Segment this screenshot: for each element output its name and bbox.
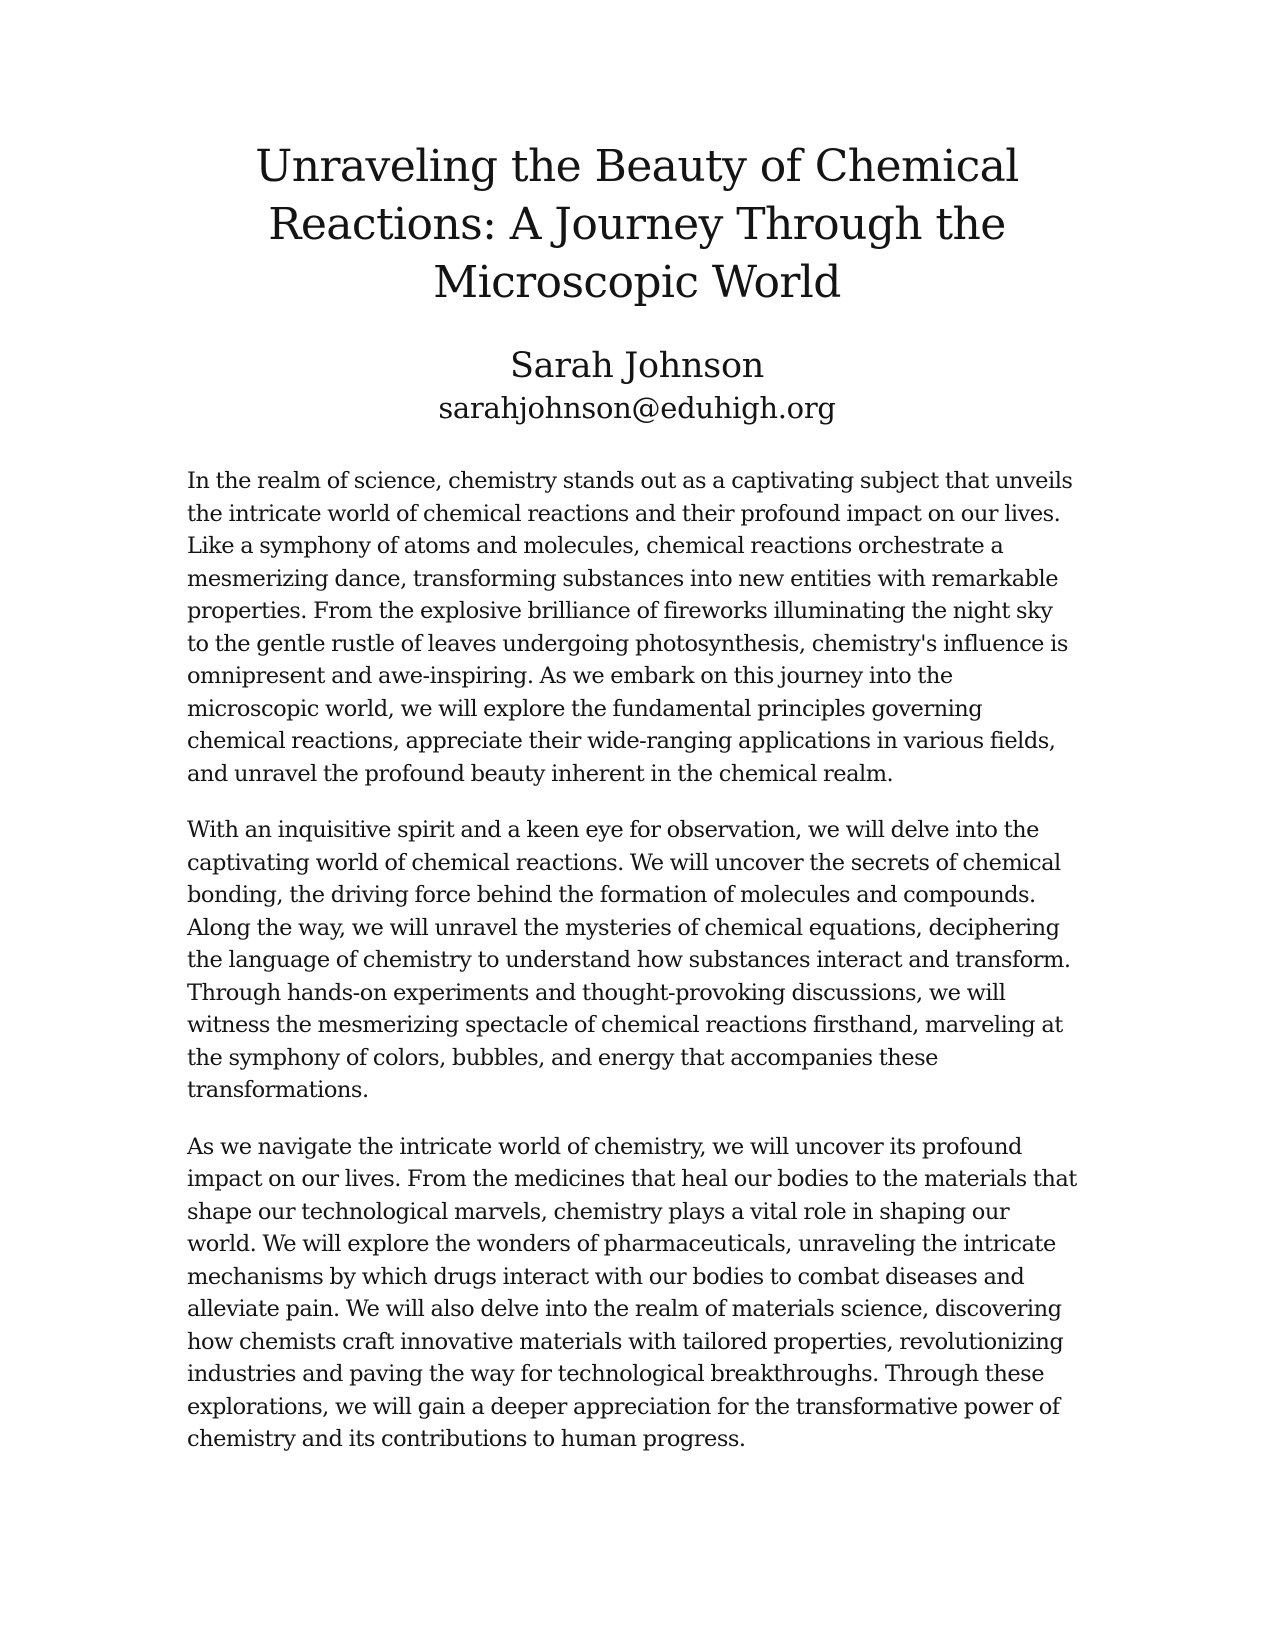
body-text — [187, 465, 1087, 1480]
text-line: to the gentle rustle of leaves undergoing photosynthesis, chemistry's influence is — [187, 630, 1068, 657]
text-line: captivating world of chemical reactions. We will uncover the secrets of chemical — [187, 849, 1061, 876]
text-line: In the realm of science, chemistry stands out as a captivating subject that unveils — [187, 468, 1073, 494]
text-line: With an inquisitive spirit and a keen eye for observation, we will delve into the — [187, 817, 1039, 843]
text-line: transformations. — [187, 1077, 369, 1103]
author-block — [337, 344, 937, 428]
title-line: Microscopic World — [433, 257, 841, 308]
text-line: witness the mesmerizing spectacle of chemical reactions firsthand, marveling at — [187, 1012, 1063, 1038]
text-line: omnipresent and awe-inspiring. As we embark on this journey into the — [187, 663, 953, 689]
text-line: Through hands-on experiments and thought-provoking discussions, we will — [187, 979, 1006, 1006]
title-line: Reactions: A Journey Through the — [268, 199, 1006, 250]
text-line: world. We will explore the wonders of pharmaceuticals, unraveling the intricate — [187, 1231, 1056, 1257]
text-line: Along the way, we will unravel the mysteries of chemical equations, deciphering — [187, 914, 1060, 941]
text-line: mesmerizing dance, transforming substances into new entities with remarkable — [187, 565, 1059, 592]
text-line: industries and paving the way for technological breakthroughs. Through these — [187, 1361, 1045, 1387]
text-line: the language of chemistry to understand how substances interact and transform. — [187, 947, 1071, 973]
text-line: mechanisms by which drugs interact with our bodies to combat diseases and — [187, 1263, 1025, 1290]
author-name: Sarah Johnson — [510, 346, 764, 386]
paragraph-3 — [187, 1131, 1087, 1456]
text-line: explorations, we will gain a deeper appreciation for the transformative power of — [187, 1393, 1060, 1420]
text-line: Like a symphony of atoms and molecules, chemical reactions orchestrate a — [187, 533, 1004, 559]
text-line: shape our technological marvels, chemistry plays a vital role in shaping our — [187, 1198, 1010, 1225]
text-line: how chemists craft innovative materials with tailored properties, revolutionizing — [187, 1328, 1064, 1355]
text-line: As we navigate the intricate world of chemistry, we will uncover its profound — [187, 1133, 1022, 1160]
paragraph-1 — [187, 465, 1087, 790]
text-line: the intricate world of chemical reactions and their profound impact on our lives. — [187, 500, 1061, 527]
text-line: chemistry and its contributions to human progress. — [187, 1426, 746, 1452]
document-title — [237, 138, 1037, 312]
author-email: sarahjohnson@eduhigh.org — [438, 391, 836, 425]
text-line: and unravel the profound beauty inherent in the chemical realm. — [187, 760, 894, 787]
text-line: chemical reactions, appreciate their wide-ranging applications in various fields, — [187, 728, 1056, 754]
text-line: microscopic world, we will explore the fundamental principles governing — [187, 695, 983, 722]
text-line: the symphony of colors, bubbles, and energy that accompanies these — [187, 1044, 938, 1071]
text-line: properties. From the explosive brilliance of fireworks illuminating the night sky — [187, 598, 1053, 624]
text-line: impact on our lives. From the medicines that heal our bodies to the materials that — [187, 1166, 1077, 1192]
text-line: alleviate pain. We will also delve into the realm of materials science, discovering — [187, 1296, 1062, 1322]
paragraph-2 — [187, 814, 1087, 1107]
title-line: Unraveling the Beauty of Chemical — [255, 141, 1019, 192]
text-line: bonding, the driving force behind the formation of molecules and compounds. — [187, 882, 1036, 908]
